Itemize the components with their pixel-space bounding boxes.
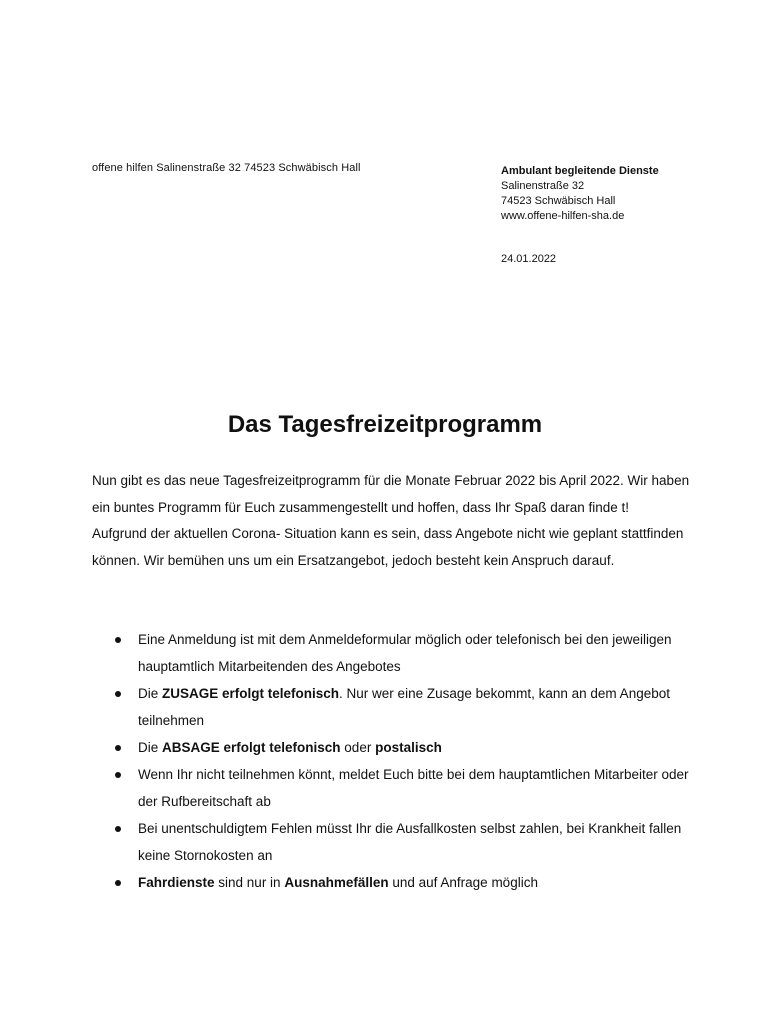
list-item-text-mid: sind nur in xyxy=(214,875,285,890)
list-item-text-mid: oder xyxy=(340,740,376,755)
intro-paragraph-2: Aufgrund der aktuellen Corona- Situation kann es sein, dass Angebote nicht wie geplant stattfinden können. Wir bemühen uns um ein Ersatzangebot, jedoch besteht kein Anspruch darauf. xyxy=(92,526,684,568)
list-item-emphasis: postalisch xyxy=(375,740,442,755)
list-item-emphasis: Fahrdienste xyxy=(138,875,215,890)
list-item-text-post: und auf Anfrage möglich xyxy=(388,875,538,890)
sender-address-line: offene hilfen Salinenstraße 32 74523 Schwäbisch Hall xyxy=(92,162,361,174)
letter-date: 24.01.2022 xyxy=(501,253,557,265)
bullet-icon xyxy=(115,745,121,751)
list-item-text-pre: Die xyxy=(138,740,163,755)
organization-name: Ambulant begleitende Dienste xyxy=(501,165,659,177)
bullet-icon xyxy=(115,691,121,697)
bullet-icon xyxy=(115,772,121,778)
list-item-text-post: . Nur wer eine Zusage bekommt, kann an dem Angebot teilnehmen xyxy=(138,686,670,728)
letterhead-street: Salinenstraße 32 xyxy=(501,180,585,192)
list-item-text: Wenn Ihr nicht teilnehmen könnt, meldet Euch bitte bei dem hauptamtlichen Mitarbeiter oder der Rufbereitschaft ab xyxy=(138,767,689,809)
list-item-emphasis: Ausnahmefällen xyxy=(284,875,389,890)
rules-list xyxy=(92,626,697,896)
list-item xyxy=(92,626,697,680)
list-item-text: Bei unentschuldigtem Fehlen müsst Ihr die Ausfallkosten selbst zahlen, bei Krankheit fallen keine Stornokosten an xyxy=(138,821,682,863)
list-item-emphasis: ABSAGE erfolgt telefonisch xyxy=(162,740,341,755)
list-item xyxy=(92,734,697,761)
letterhead-website: www.offene-hilfen-sha.de xyxy=(501,210,625,222)
bullet-icon xyxy=(115,826,121,832)
list-item xyxy=(92,815,697,869)
bullet-icon xyxy=(115,637,121,643)
letterhead xyxy=(501,164,659,224)
intro-paragraph-1: Nun gibt es das neue Tagesfreizeitprogramm für die Monate Februar 2022 bis April 2022. Wir haben ein buntes Programm für Euch zusammengestellt und hoffen, dass Ihr Spaß daran finde t! xyxy=(92,473,690,515)
list-item-text-pre: Die xyxy=(138,686,163,701)
list-item xyxy=(92,869,697,896)
list-item xyxy=(92,761,697,815)
bullet-icon xyxy=(115,880,121,886)
list-item xyxy=(92,680,697,734)
list-item-text: Eine Anmeldung ist mit dem Anmeldeformular möglich oder telefonisch bei den jeweiligen hauptamtlich Mitarbeitenden des Angebotes xyxy=(138,632,672,674)
list-item-emphasis: ZUSAGE erfolgt telefonisch xyxy=(162,686,340,701)
document-title: Das Tagesfreizeitprogramm xyxy=(227,411,543,438)
intro-text xyxy=(92,468,697,574)
letterhead-city: 74523 Schwäbisch Hall xyxy=(501,195,616,207)
